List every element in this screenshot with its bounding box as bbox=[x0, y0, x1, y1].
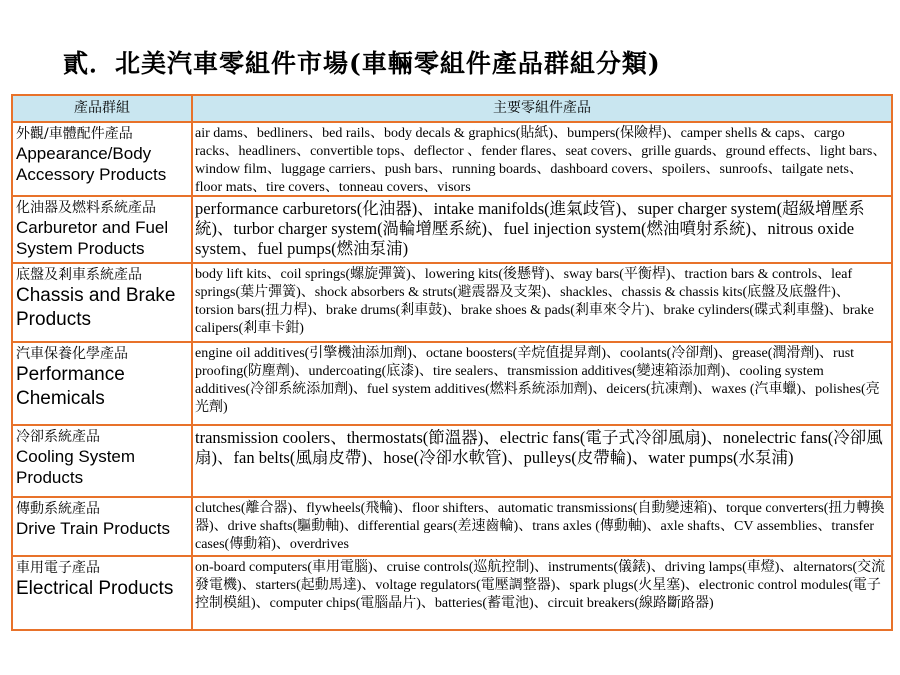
category-en: Electrical Products bbox=[16, 578, 174, 599]
header-products: 主要零組件產品 bbox=[193, 96, 891, 121]
products-cooling: transmission coolers、thermostats(節溫器)、electric fans(電子式冷卻風扇)、nonelectric fans(冷卻風扇)、fan belts(風扇皮帶)、hose(冷卻水軟管)、pulleys(皮帶輪)、water pumps(水泵浦) bbox=[193, 426, 891, 496]
category-drivetrain bbox=[13, 498, 191, 555]
category-en: Chassis and Brake Products bbox=[16, 285, 176, 330]
category-zh: 冷卻系統產品 bbox=[16, 429, 100, 445]
category-zh: 化油器及燃料系統產品 bbox=[16, 200, 156, 216]
category-en: Drive Train Products bbox=[16, 519, 170, 538]
category-cooling bbox=[13, 426, 191, 496]
category-zh: 傳動系統產品 bbox=[16, 501, 100, 517]
category-chemicals bbox=[13, 343, 191, 424]
products-chemicals: engine oil additives(引擎機油添加劑)、octane boosters(辛烷值提昇劑)、coolants(冷卻劑)、grease(潤滑劑)、rust proofing(防塵劑)、undercoating(底漆)、tire sealers、transmission additives(變速箱添加劑)、cooling system additives(冷卻系統添加劑)、fuel system additives(燃料系統添加劑)、deicers(抗凍劑)、waxes (汽車蠟)、polishes(亮光劑) bbox=[193, 343, 891, 424]
category-en: Carburetor and Fuel System Products bbox=[16, 218, 169, 258]
category-electrical bbox=[13, 557, 191, 629]
category-en: Cooling System Products bbox=[16, 447, 136, 487]
page-title: 貳．北美汽車零組件市場(車輛零組件產品群組分類) bbox=[63, 49, 661, 78]
products-appearance: air dams、bedliners、bed rails、body decals & graphics(貼紙)、bumpers(保險桿)、camper shells & caps、cargo racks、headliners、convertible tops、deflector 、fender flares、seat covers、grille guards、ground effects、light bars、window film、luggage carriers、push bars、running boards、dashboard covers、spoilers、sunroofs、tailgate nets、floor mats、tire covers、tonneau covers、visors bbox=[193, 123, 891, 195]
product-group-table bbox=[11, 94, 893, 631]
category-en: Performance Chemicals bbox=[16, 364, 125, 409]
category-zh: 汽車保養化學產品 bbox=[16, 346, 128, 362]
products-drivetrain: clutches(離合器)、flywheels(飛輪)、floor shifters、automatic transmissions(自動變速箱)、torque converters(扭力轉換器)、drive shafts(驅動軸)、differential gears(差速齒輪)、trans axles (傳動軸)、axle shafts、CV assemblies、transfer cases(傳動箱)、overdrives bbox=[193, 498, 891, 555]
category-chassis bbox=[13, 264, 191, 341]
category-zh: 外觀/車體配件產品 bbox=[16, 126, 133, 142]
products-carburetor: performance carburetors(化油器)、intake manifolds(進氣歧管)、super charger system(超級增壓系統)、turbor charger system(渦輪增壓系統)、fuel injection system(燃油噴射系統)、nitrous oxide system、fuel pumps(燃油泵浦) bbox=[193, 197, 891, 262]
category-zh: 底盤及剎車系統產品 bbox=[16, 267, 142, 283]
products-electrical: on-board computers(車用電腦)、cruise controls(巡航控制)、instruments(儀錶)、driving lamps(車燈)、alternators(交流發電機)、starters(起動馬達)、voltage regulators(電壓調整器)、spark plugs(火星塞)、electronic control modules(電子控制模組)、computer chips(電腦晶片)、batteries(蓄電池)、circuit breakers(線路斷路器) bbox=[193, 557, 891, 629]
products-chassis: body lift kits、coil springs(螺旋彈簧)、lowering kits(後懸臂)、sway bars(平衡桿)、traction bars & controls、leaf springs(葉片彈簧)、shock absorbers & struts(避震器及支架)、shackles、chassis & chassis kits(底盤及底盤件)、torsion bars(扭力桿)、brake drums(剎車鼓)、brake shoes & pads(剎車來令片)、brake cylinders(碟式剎車盤)、brake calipers(剎車卡鉗) bbox=[193, 264, 891, 341]
category-en: Appearance/Body Accessory Products bbox=[16, 144, 167, 184]
category-carburetor bbox=[13, 197, 191, 262]
category-zh: 車用電子產品 bbox=[16, 560, 100, 576]
header-category: 產品群組 bbox=[13, 96, 191, 121]
category-appearance bbox=[13, 123, 191, 195]
